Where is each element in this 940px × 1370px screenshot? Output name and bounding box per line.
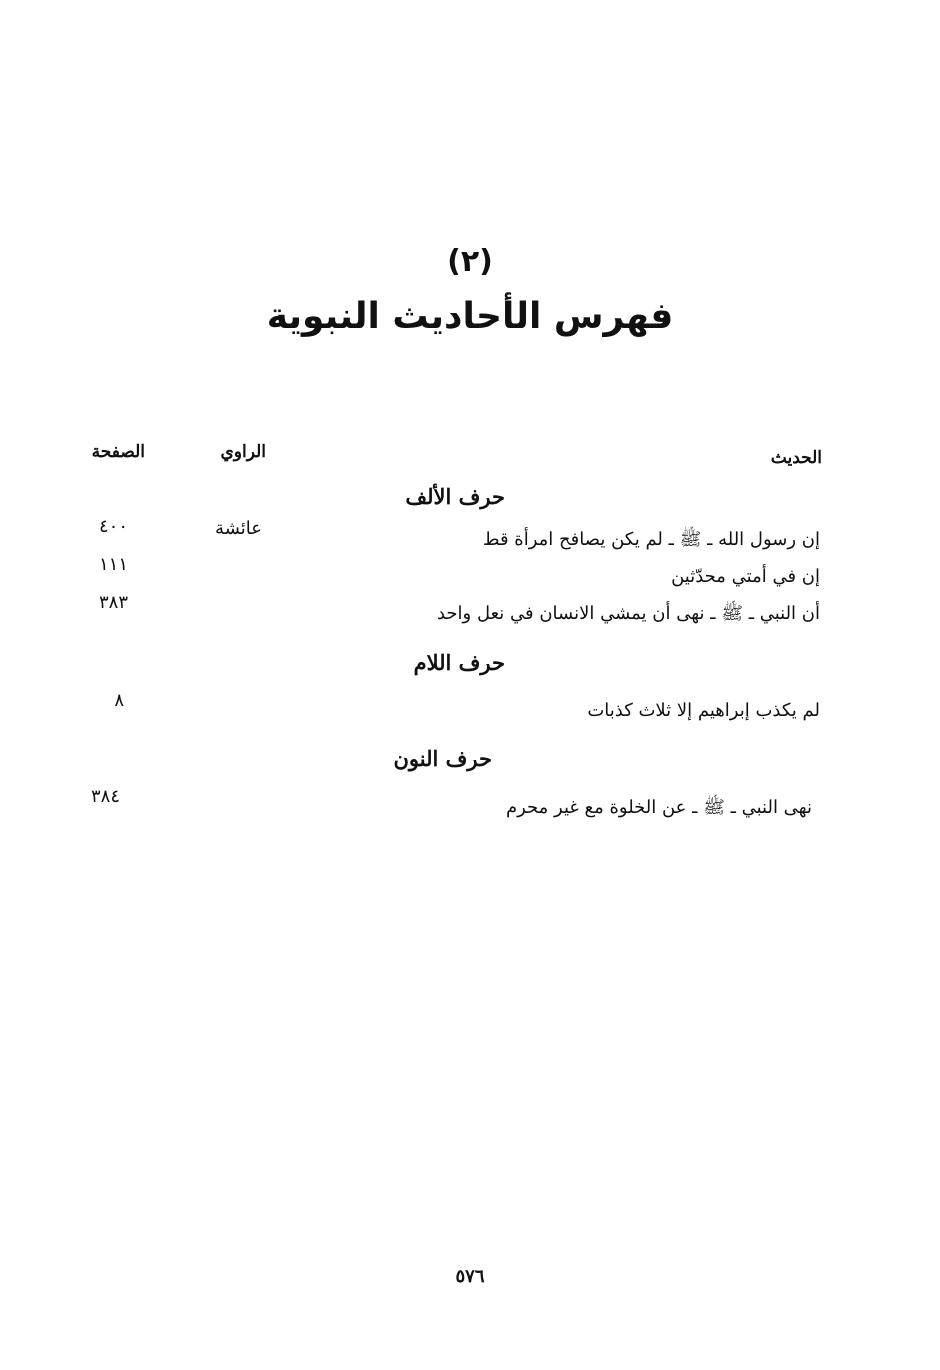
hadith-rawi: عائشة [215, 518, 262, 539]
page-number: ٥٧٦ [455, 1266, 485, 1287]
section-heading-nun: حرف النون [393, 746, 492, 771]
hadith-entry: نهى النبي ـ ﷺ ـ عن الخلوة مع غير محرم [505, 797, 812, 818]
hadith-page: ١١١ [98, 554, 128, 575]
hadith-page: ٤٠٠ [98, 516, 128, 537]
chapter-number: (٢) [447, 244, 493, 279]
page-title: فهرس الأحاديث النبوية [266, 296, 674, 337]
section-heading-lam: حرف اللام [413, 650, 505, 675]
column-header-rawi: الراوي [220, 442, 266, 462]
hadith-page: ٣٨٣ [98, 592, 128, 613]
hadith-entry: لم يكذب إبراهيم إلا ثلاث كذبات [587, 700, 820, 721]
hadith-entry: إن في أمتي محدّثين [671, 566, 820, 587]
column-header-page: الصفحة [91, 442, 145, 462]
hadith-page: ٣٨٤ [90, 786, 120, 807]
hadith-page: ٨ [114, 690, 124, 711]
hadith-entry: إن رسول الله ـ ﷺ ـ لم يكن يصافح امرأة قط [482, 529, 820, 550]
hadith-entry: أن النبي ـ ﷺ ـ نهى أن يمشي الانسان في نعل واحد [436, 603, 820, 624]
column-header-hadith: الحديث [770, 448, 822, 468]
section-heading-alif: حرف الألف [405, 484, 505, 509]
